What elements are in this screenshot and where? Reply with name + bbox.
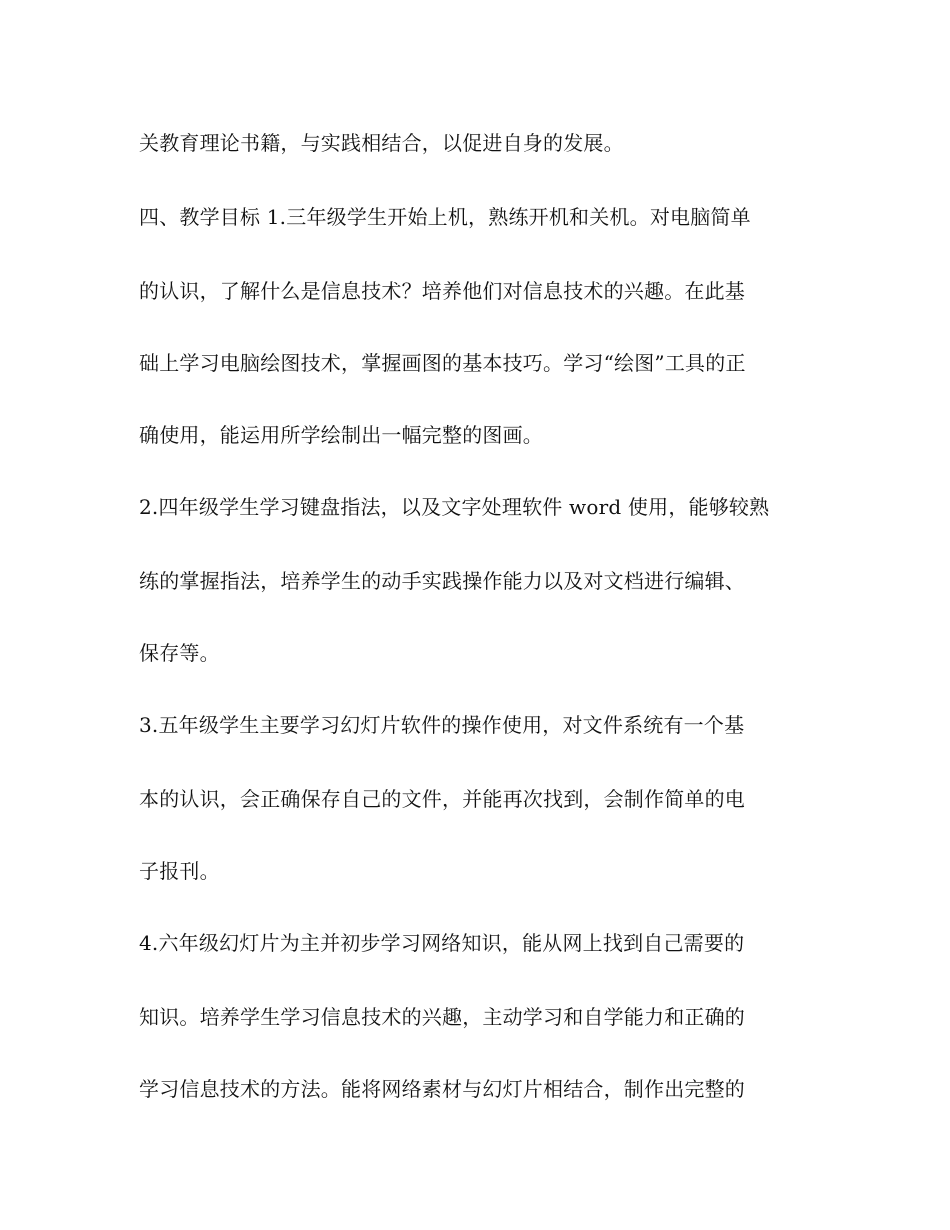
text-line: 四、教学目标 1.三年级学生开始上机，熟练开机和关机。对电脑简单: [139, 205, 751, 229]
text-line: 练的掌握指法，培养学生的动手实践操作能力以及对文档进行编辑、: [139, 569, 745, 593]
text-line: 关教育理论书籍，与实践相结合，以促进自身的发展。: [139, 131, 624, 155]
text-line: 的认识，了解什么是信息技术？培养他们对信息技术的兴趣。在此基: [139, 279, 745, 303]
text-line: 本的认识，会正确保存自己的文件，并能再次找到，会制作简单的电: [139, 787, 745, 811]
text-line: 2.四年级学生学习键盘指法，以及文字处理软件 word 使用，能够较熟: [139, 495, 770, 519]
text-line: 知识。培养学生学习信息技术的兴趣，主动学习和自学能力和正确的: [139, 1005, 745, 1029]
text-line: 确使用，能运用所学绘制出一幅完整的图画。: [139, 423, 543, 447]
text-line: 3.五年级学生主要学习幻灯片软件的操作使用，对文件系统有一个基: [139, 713, 745, 737]
text-line: 保存等。: [139, 641, 220, 665]
text-line: 础上学习电脑绘图技术，掌握画图的基本技巧。学习“绘图”工具的正: [139, 351, 746, 375]
text-line: 学习信息技术的方法。能将网络素材与幻灯片相结合，制作出完整的: [139, 1077, 745, 1101]
text-line: 4.六年级幻灯片为主并初步学习网络知识，能从网上找到自己需要的: [139, 931, 745, 955]
text-line: 子报刊。: [139, 859, 220, 883]
